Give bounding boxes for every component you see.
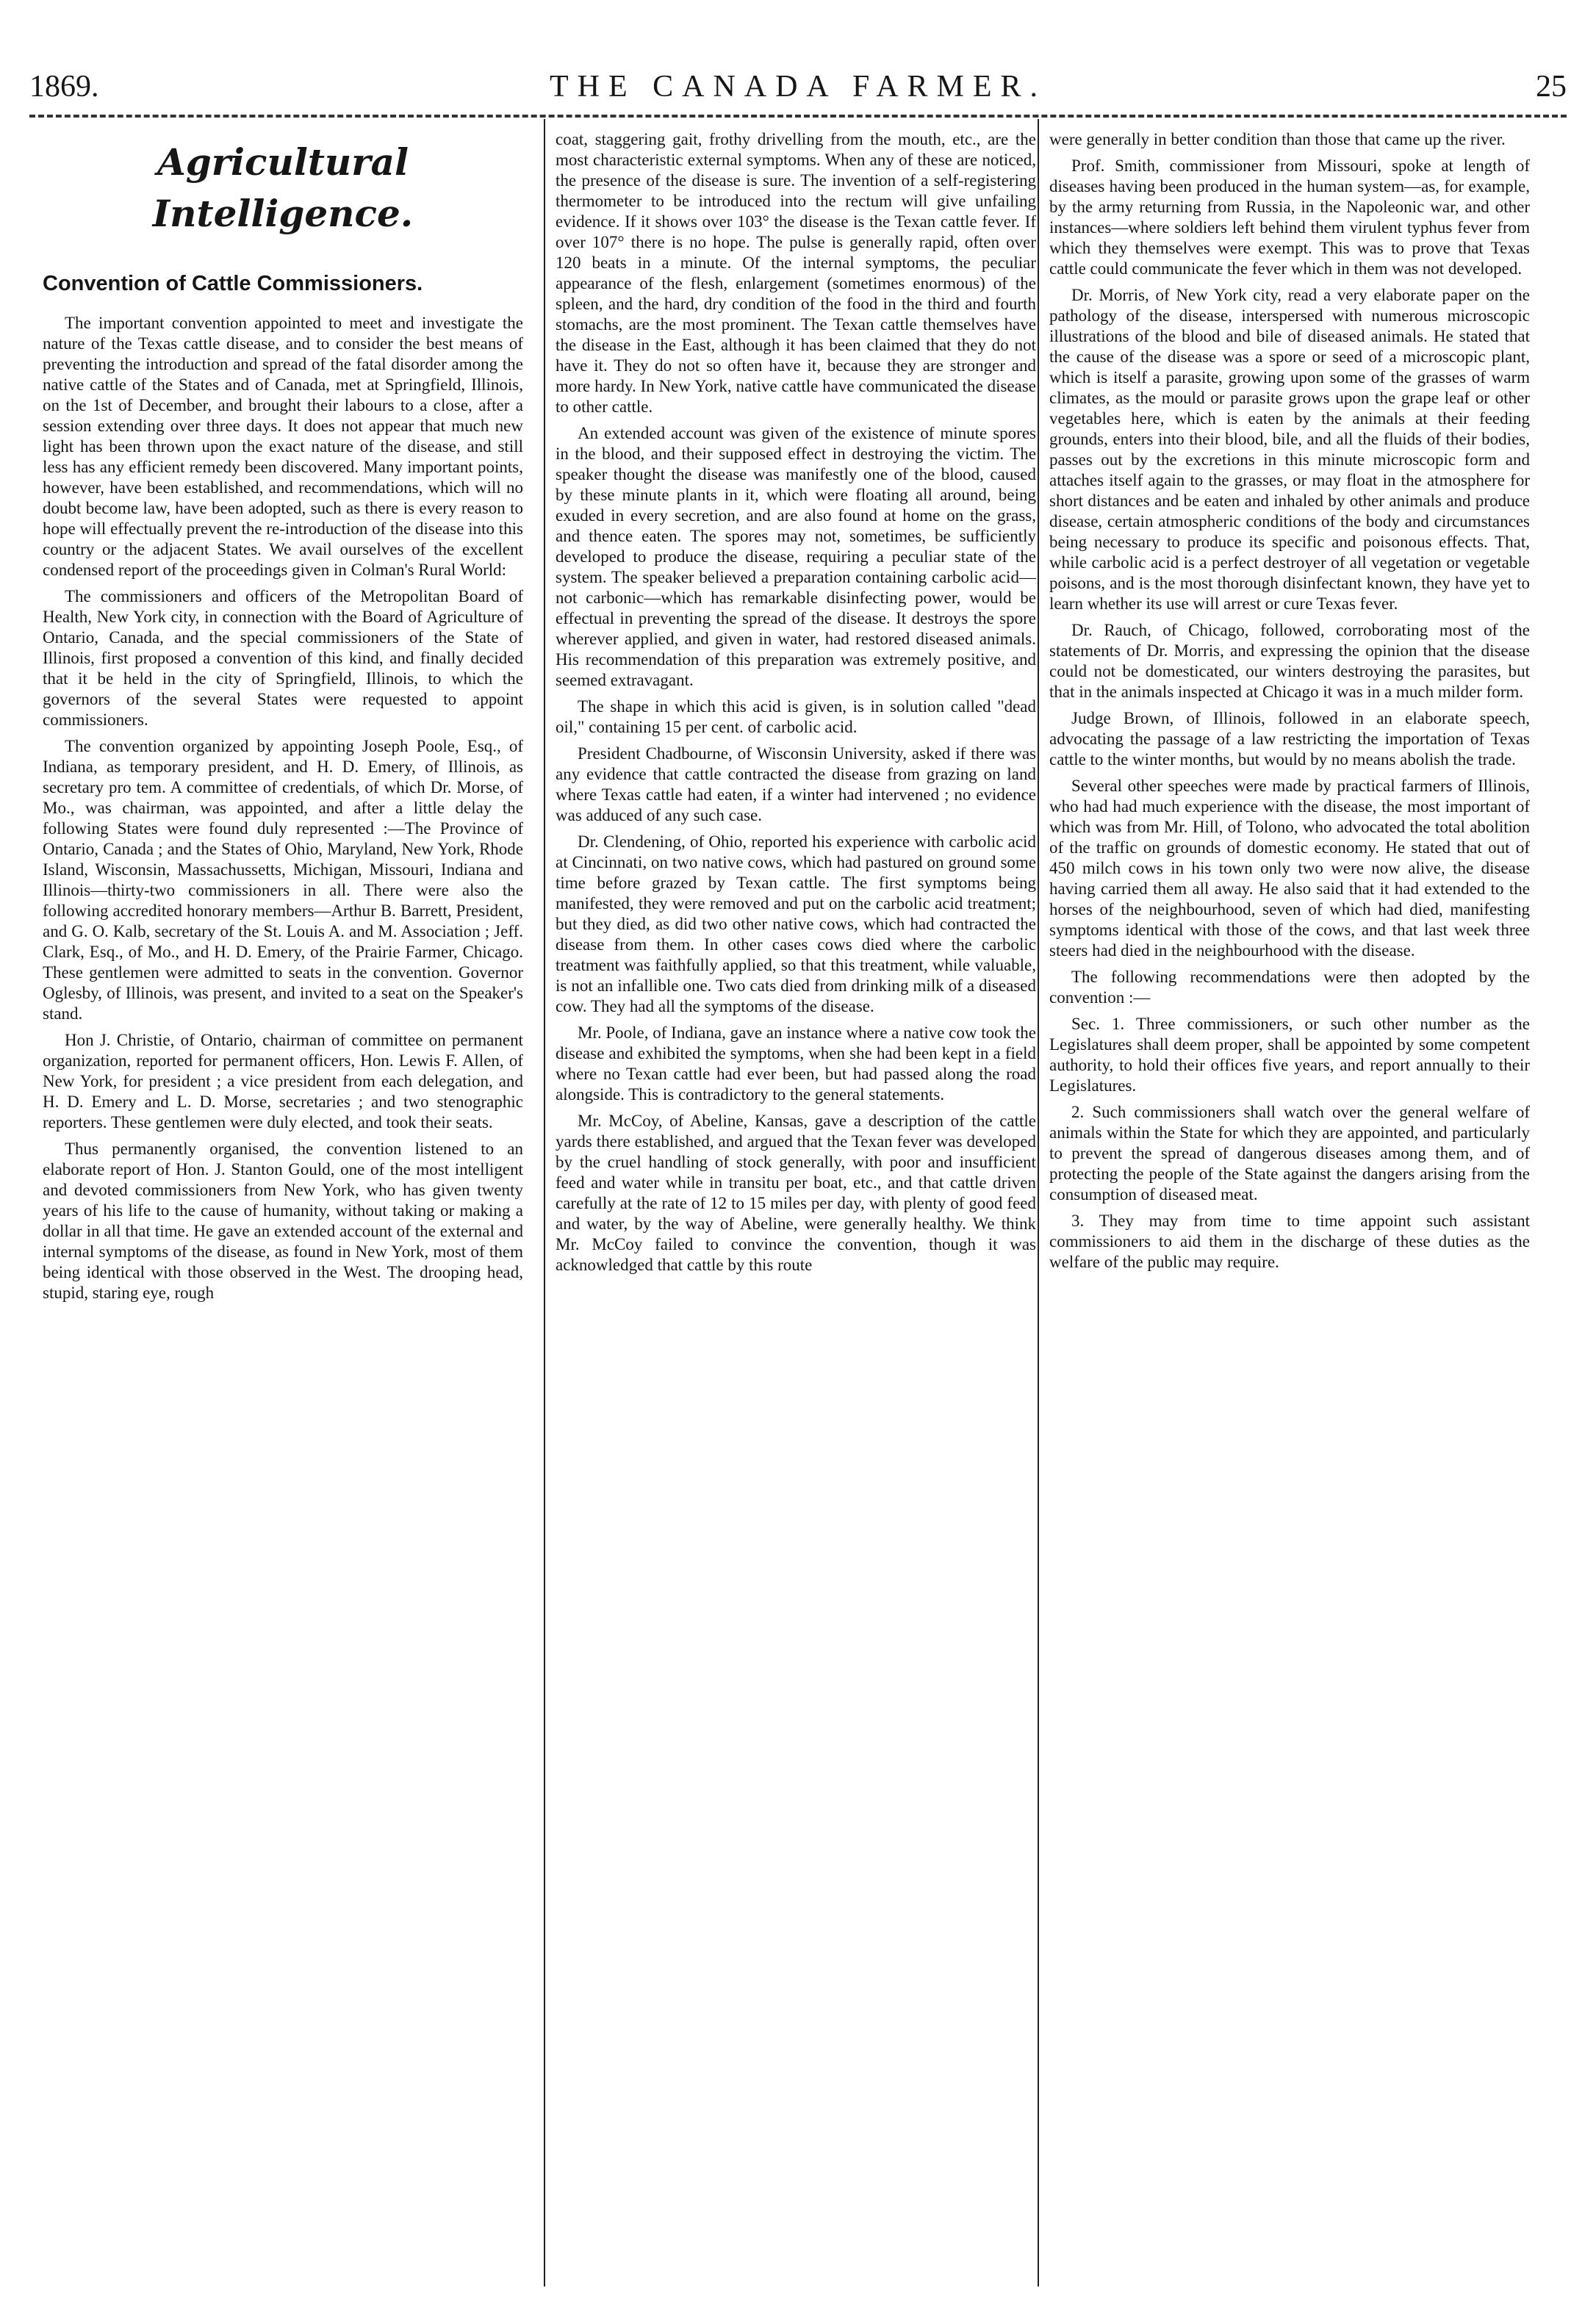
text-column-3 bbox=[1049, 129, 1530, 1278]
article-title: Convention of Cattle Commissioners. bbox=[43, 272, 423, 295]
paragraph: Dr. Rauch, of Chicago, followed, corroborating most of the statements of Dr. Morris, and expressing the opinion that the disease could not be domesticated, our winters destroying the parasites, but that in the animals inspected at Chicago it was in a much milder form. bbox=[1049, 621, 1530, 701]
column-divider bbox=[1038, 119, 1039, 2286]
paragraph: 3. They may from time to time appoint such assistant commissioners to aid them in the discharge of these duties as the welfare of the public may require. bbox=[1049, 1212, 1530, 1271]
paragraph: were generally in better condition than those that came up the river. bbox=[1049, 130, 1506, 148]
paragraph: The convention organized by appointing Joseph Poole, Esq., of Indiana, as temporary president, and H. D. Emery, of Illinois, as secretary pro tem. A committee of credentials, of which Dr. Morse, of Mo., was chairman, was appointed, and after a little delay the following States were found duly represented :—The Province of Ontario, Canada ; and the States of Ohio, Maryland, New York, Rhode Island, Wisconsin, Massachussetts, Michigan, Missouri, Indiana and Illinois—thirty-two commissioners in all. There were also the following accredited honorary members—Arthur B. Barrett, President, and G. O. Kalb, secretary of the St. Louis A. and M. Association ; Jeff. Clark, Esq., of Mo., and H. D. Emery, of the Prairie Farmer, Chicago. These gentlemen were admitted to seats in the convention. Governor Oglesby, of Illinois, was present, and invited to a seat on the Speaker's stand. bbox=[43, 737, 523, 1023]
text-column-2 bbox=[556, 129, 1036, 1281]
paragraph: Judge Brown, of Illinois, followed in an elaborate speech, advocating the passage of a law restricting the importation of Texas cattle to the winter months, but would by no means abolish the trade. bbox=[1049, 709, 1530, 769]
header-page-number: 25 bbox=[1536, 70, 1567, 104]
paragraph: Hon J. Christie, of Ontario, chairman of committee on permanent organization, reported for permanent officers, Hon. Lewis F. Allen, of New York, for president ; a vice president from each delegation, and H. D. Emery and L. D. Morse, secretaries ; and two stenographic reporters. These gentlemen were duly elected, and took their seats. bbox=[43, 1031, 523, 1131]
paragraph: An extended account was given of the existence of minute spores in the blood, and their supposed effect in destroying the victim. The speaker thought the disease was manifestly one of the blood, caused by these minute plants in it, which were floating all around, being exuded in every secretion, and are also found at home on the grass, and thence eaten. The spores may not, sometimes, be sufficiently developed to produce the disease, requiring a peculiar state of the system. The speaker believed a preparation containing carbolic acid—not carbonic—which has remarkable disinfecting power, would be effectual in preventing the spread of the disease. It destroys the spore wherever applied, and given in water, had restored diseased animals. His recommendation of this preparation was extremely positive, and seemed extravagant. bbox=[556, 424, 1036, 689]
paragraph: 2. Such commissioners shall watch over the general welfare of animals within the State for which they are appointed, and particularly to prevent the spread of dangerous diseases among them, and of protecting the people of the State against the dangers arising from the consumption of diseased meat. bbox=[1049, 1103, 1530, 1203]
paragraph: Sec. 1. Three commissioners, or such other number as the Legislatures shall deem proper, shall be appointed by some competent authority, to hold their offices five years, and report annually to their Legislatures. bbox=[1049, 1015, 1530, 1095]
header-year: 1869. bbox=[29, 70, 99, 104]
paragraph: Several other speeches were made by practical farmers of Illinois, who had had much experience with the disease, the most important of which was from Mr. Hill, of Tolono, who advocated the total abolition of the traffic on grounds of domestic economy. He stated that out of 450 milch cows in his town only two were now alive, the disease having carried them all away. He also said that it had extended to the horses of the neighbourhood, seven of which had died, manifesting symptoms identical with those of the cows, and that last week three steers had died in the neighbourhood with the disease. bbox=[1049, 777, 1530, 960]
paragraph: Dr. Morris, of New York city, read a very elaborate paper on the pathology of the disease, interspersed with numerous microscopic illustrations of the blood and bile of diseased animals. He stated that the cause of the disease was a spore or seed of a microscopic plant, which is itself a parasite, growing upon some of the grasses of warm climates, as the mould or parasite grows upon the grape leaf or other vegetables here, which is eaten by the animals at their feeding grounds, enters into their blood, bile, and all the fluids of their bodies, passes out by the excretions in this minute microscopic form and attaches itself again to the grasses, or may float in the atmosphere for short distances and be eaten and inhaled by other animals and produce disease, certain atmospheric conditions of the body and circumstances being necessary to produce its specific and poisonous effects. That, while carbolic acid is a perfect destroyer of all vegetation or vegetable poisons, and is the most thorough disinfectant known, they have yet to learn whether its use will arrest or cure Texas fever. bbox=[1049, 286, 1530, 613]
paragraph: Prof. Smith, commissioner from Missouri, spoke at length of diseases having been produced in the human system—as, for example, by the army returning from Russia, in the Napoleonic war, and other instances—where soldiers left behind them virulent typhus fever from which they themselves were exempt. This was to prove that Texas cattle could communicate the fever which in them was not developed. bbox=[1049, 156, 1530, 278]
paragraph: Mr. McCoy, of Abeline, Kansas, gave a description of the cattle yards there established, and argued that the Texan fever was developed by the cruel handling of stock generally, with poor and insufficient feed and water while in transitu per boat, etc., and that cattle driven carefully at the rate of 12 to 15 miles per day, with plenty of good feed and water, by the way of Abeline, were generally healthy. We think Mr. McCoy failed to convince the convention, though it was acknowledged that cattle by this route bbox=[556, 1112, 1036, 1274]
column-divider bbox=[544, 119, 545, 2286]
paragraph: coat, staggering gait, frothy drivelling from the mouth, etc., are the most characteristic external symptoms. When any of these are noticed, the presence of the disease is sure. The invention of a self-registering thermometer to be introduced into the rectum will give unfailing evidence. If it shows over 103° the disease is the Texan cattle fever. If over 107° there is no hope. The pulse is generally rapid, often over 120 beats in a minute. Of the internal symptoms, the peculiar appearance of the flesh, enlargement (sometimes enormous) of the spleen, and the hard, dry condition of the food in the third and fourth stomachs, are the most prominent. The Texan cattle themselves have the disease in the East, although it has been claimed that they do not have it. They do not so often have it, because they are stronger and more hardy. In New York, native cattle have communicated the disease to other cattle. bbox=[556, 130, 1036, 416]
header-rule bbox=[29, 115, 1567, 118]
paragraph: The following recommendations were then adopted by the convention :— bbox=[1049, 968, 1530, 1007]
paragraph: The important convention appointed to meet and investigate the nature of the Texas cattle disease, and to consider the best means of preventing the introduction and spread of the fatal disorder among the native cattle of the States and of Canada, met at Springfield, Illinois, on the 1st of December, and brought their labours to a close, after a session extending over three days. It does not appear that much new light has been thrown upon the exact nature of the disease, and still less has any efficient remedy been discovered. Many important points, however, have been established, and recommendations, which will no doubt become law, have been adopted, such as there is every reason to hope will effectually prevent the re-introduction of the disease into this country or the adjacent States. We avail ourselves of the excellent condensed report of the proceedings given in Colman's Rural World: bbox=[43, 314, 523, 579]
paragraph: The commissioners and officers of the Metropolitan Board of Health, New York city, in connection with the Board of Agriculture of Ontario, Canada, and the special commissioners of the State of Illinois, first proposed a convention of this kind, and finally decided that it be held in the city of Springfield, Illinois, to which the governors of the several States were requested to appoint commissioners. bbox=[43, 587, 523, 729]
paragraph: The shape in which this acid is given, is in solution called "dead oil," containing 15 per cent. of carbolic acid. bbox=[556, 697, 1036, 736]
paragraph: Dr. Clendening, of Ohio, reported his experience with carbolic acid at Cincinnati, on two native cows, which had pastured on ground some time before grazed by Texan cattle. The first symptoms being manifested, they were removed and put on the carbolic acid treatment; but they died, as did two other native cows, which had contracted the disease from them. In other cases cows died where the carbolic treatment was faithfully applied, so that this treatment, while valuable, is not an infallible one. Two cats died from drinking milk of a diseased cow. They had all the symptoms of the disease. bbox=[556, 832, 1036, 1015]
section-heading: Agricultural Intelligence. bbox=[152, 140, 414, 235]
text-column-1 bbox=[43, 129, 523, 1309]
paragraph: President Chadbourne, of Wisconsin University, asked if there was any evidence that cattle contracted the disease from grazing on land where Texas cattle had eaten, if a winter had intervened ; no evidence was adduced of any such case. bbox=[556, 744, 1036, 824]
running-header bbox=[29, 69, 1567, 113]
header-title: THE CANADA FARMER. bbox=[549, 70, 1047, 104]
paragraph: Mr. Poole, of Indiana, gave an instance where a native cow took the disease and exhibited the symptoms, when she had been kept in a field where no Texan cattle had ever been, but had passed along the road alongside. This is contradictory to the general statements. bbox=[556, 1023, 1036, 1104]
paragraph: Thus permanently organised, the convention listened to an elaborate report of Hon. J. Stanton Gould, one of the most intelligent and devoted commissioners from New York, who has given twenty years of his life to the cause of humanity, without taking or making a dollar in all that time. He gave an extended account of the external and internal symptoms of the disease, as found in New York, most of them being identical with those observed in the West. The drooping head, stupid, staring eye, rough bbox=[43, 1140, 523, 1302]
